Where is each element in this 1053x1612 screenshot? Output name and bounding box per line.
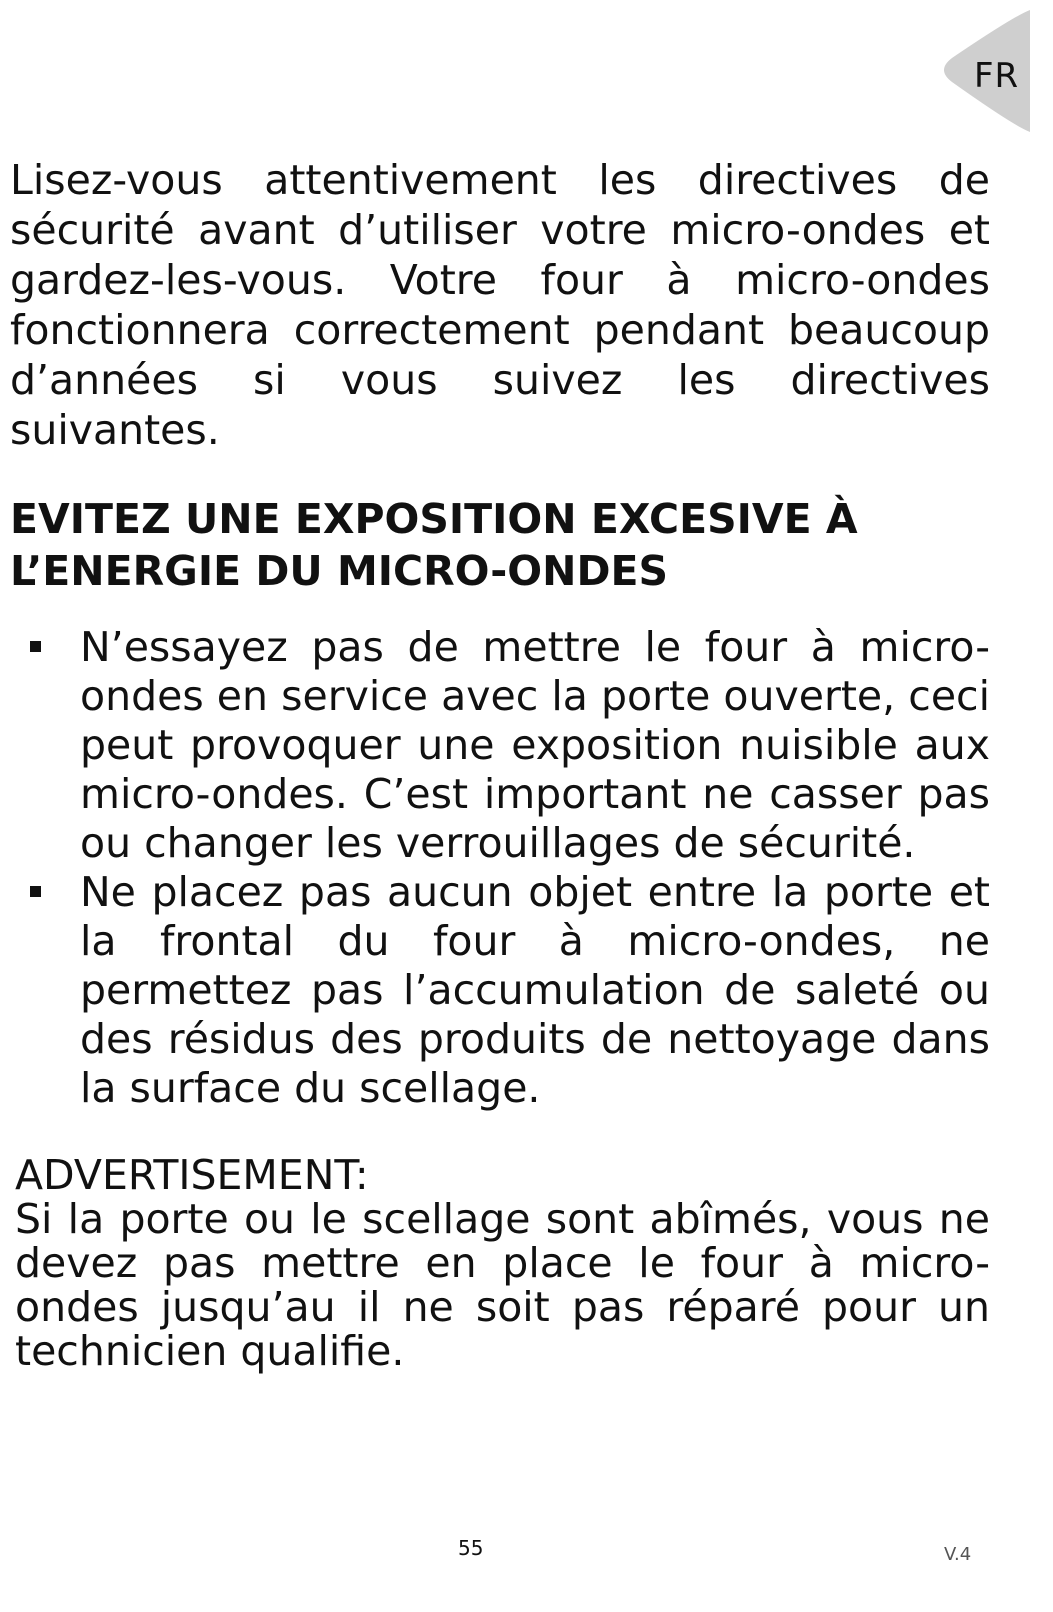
square-bullet-icon: [30, 886, 41, 897]
list-item: [10, 868, 990, 1113]
list-item: [10, 623, 990, 868]
list-item-text: Ne placez pas aucun objet entre la porte et la frontal du four à micro-ondes, ne permettez pas l’accumulation de saleté ou des résidus des produits de nettoyage dans la surface du scellage.: [80, 868, 990, 1112]
list-item-text: N’essayez pas de mettre le four à micro-ondes en service avec la porte ouverte, ceci peut provoquer une exposition nuisible aux micro-ondes. C’est important ne casser pas ou changer les verrouillages de sécurité.: [80, 623, 990, 867]
page-content: [10, 155, 990, 1373]
page-number: 55: [458, 1536, 484, 1560]
square-bullet-icon: [30, 641, 41, 652]
warning-block: [15, 1153, 990, 1373]
version-label: V.4: [944, 1544, 972, 1565]
safety-list: [10, 623, 990, 1113]
warning-title: ADVERTISEMENT:: [15, 1151, 369, 1199]
warning-text: Si la porte ou le scellage sont abîmés, vous ne devez pas mettre en place le four à micro-ondes jusqu’au il ne soit pas réparé pour un technicien qualifie.: [15, 1195, 990, 1375]
language-tab: [930, 10, 1042, 136]
language-label: FR: [974, 56, 1020, 96]
intro-paragraph: Lisez-vous attentivement les directives de sécurité avant d’utiliser votre micro-ondes et gardez-les-vous. Votre four à micro-ondes fonctionnera correctement pendant beaucoup d’années si vous suivez les directives suivantes.: [10, 156, 990, 454]
section-heading: EVITEZ UNE EXPOSITION EXCESIVE À L’ENERGIE DU MICRO-ONDES: [10, 495, 858, 595]
